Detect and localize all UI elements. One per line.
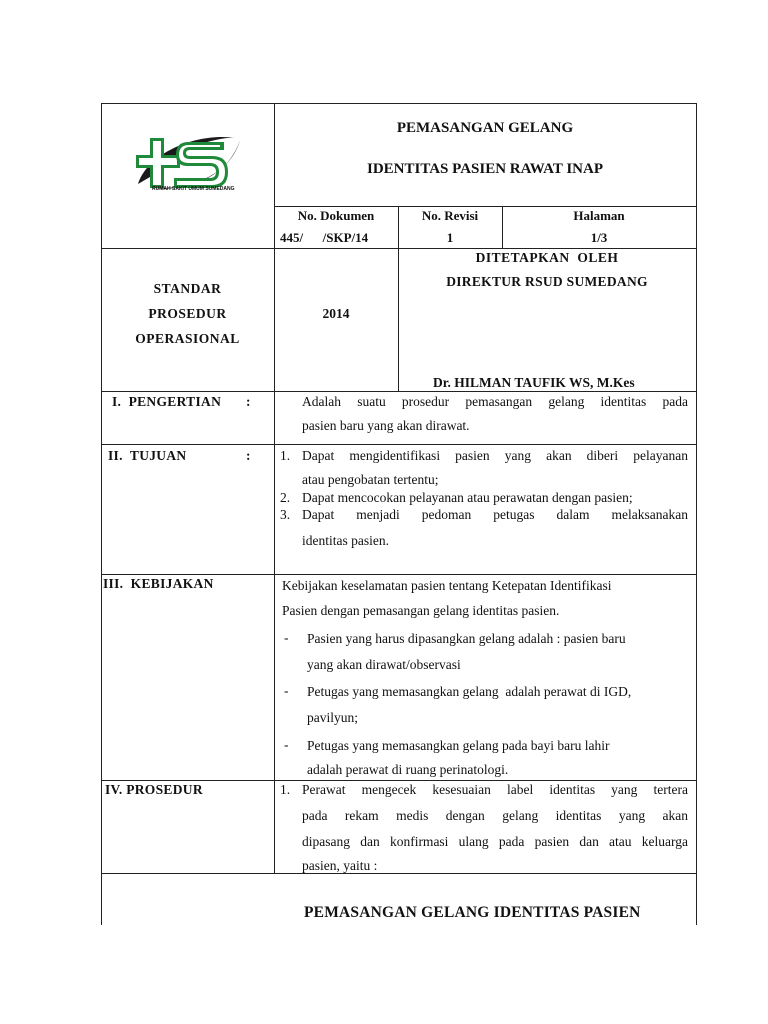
doc-number-value: 445/ /SKP/14 — [280, 230, 369, 245]
prosedur-line4: pasien, yaitu : — [302, 858, 378, 873]
tujuan-item1-line2: atau pengobatan tertentu; — [302, 472, 439, 487]
kebijakan-b3-line1: Petugas yang memasangkan gelang pada bayi baru lahir — [307, 738, 610, 753]
pengertian-line1: Adalah suatu prosedur pemasangan gelang identitas pada — [302, 394, 688, 409]
approved-by-line1: DITETAPKAN OLEH — [475, 250, 619, 265]
kebijakan-b1-line1: Pasien yang harus dipasangkan gelang adalah : pasien baru — [307, 631, 626, 646]
spo-line3: OPERASIONAL — [135, 331, 240, 346]
logo-caption: RUMAH SAKIT UMUM SUMEDANG — [152, 186, 235, 192]
director-name: Dr. HILMAN TAUFIK WS, M.Kes — [433, 375, 635, 390]
tujuan-item1-line1: Dapat mengidentifikasi pasien yang akan diberi pelayanan — [302, 448, 688, 463]
kebijakan-bullet2: - — [284, 683, 289, 698]
kebijakan-intro-line2: Pasien dengan pemasangan gelang identitas pasien. — [282, 603, 560, 618]
kebijakan-bullet1: - — [284, 630, 289, 645]
kebijakan-bullet3: - — [284, 737, 289, 752]
tujuan-item3-line1: Dapat menjadi pedoman petugas dalam melaksanakan — [302, 507, 688, 522]
section-pengertian-label: I. PENGERTIAN — [112, 394, 222, 409]
revision-label: No. Revisi — [421, 208, 479, 223]
section-tujuan-colon: : — [246, 448, 251, 463]
page-label: Halaman — [573, 208, 625, 223]
approved-by-line2: DIREKTUR RSUD SUMEDANG — [446, 274, 648, 289]
section-pengertian-colon: : — [246, 394, 251, 409]
kebijakan-b2-line2: pavilyun; — [307, 710, 358, 725]
revision-value: 1 — [446, 230, 454, 245]
doc-number-label: No. Dokumen — [297, 208, 375, 223]
prosedur-line2: pada rekam medis dengan gelang identitas yang akan — [302, 808, 688, 823]
tujuan-item1-number: 1. — [280, 448, 291, 463]
spo-line2: PROSEDUR — [148, 306, 227, 321]
page-value: 1/3 — [590, 230, 608, 245]
tujuan-item3-number: 3. — [280, 507, 291, 522]
pengertian-line2: pasien baru yang akan dirawat. — [302, 418, 470, 433]
prosedur-item1-number: 1. — [280, 782, 291, 797]
tujuan-item3-line2: identitas pasien. — [302, 533, 389, 548]
kebijakan-b3-line2: adalah perawat di ruang perinatologi. — [307, 762, 509, 777]
section-heading-pemasangan: PEMASANGAN GELANG IDENTITAS PASIEN — [304, 904, 641, 921]
prosedur-line3: dipasang dan konfirmasi ulang pada pasien dan atau keluarga — [302, 834, 688, 849]
document-title-line1: PEMASANGAN GELANG — [396, 120, 574, 136]
hospital-logo — [128, 122, 248, 202]
section-kebijakan-label: III. KEBIJAKAN — [103, 576, 214, 591]
section-tujuan-label: II. TUJUAN — [108, 448, 187, 463]
tujuan-item2-line1: Dapat mencocokan pelayanan atau perawatan dengan pasien; — [302, 490, 633, 505]
kebijakan-intro-line1: Kebijakan keselamatan pasien tentang Ketepatan Identifikasi — [282, 578, 612, 593]
prosedur-line1: Perawat mengecek kesesuaian label identitas yang tertera — [302, 782, 688, 797]
kebijakan-b2-line1: Petugas yang memasangkan gelang adalah perawat di IGD, — [307, 684, 632, 699]
section-prosedur-label: IV. PROSEDUR — [105, 782, 203, 797]
kebijakan-b1-line2: yang akan dirawat/observasi — [307, 657, 461, 672]
tujuan-item2-number: 2. — [280, 490, 291, 505]
document-title-line2: IDENTITAS PASIEN RAWAT INAP — [366, 161, 604, 177]
spo-line1: STANDAR — [153, 281, 222, 296]
issue-year: 2014 — [322, 306, 350, 321]
